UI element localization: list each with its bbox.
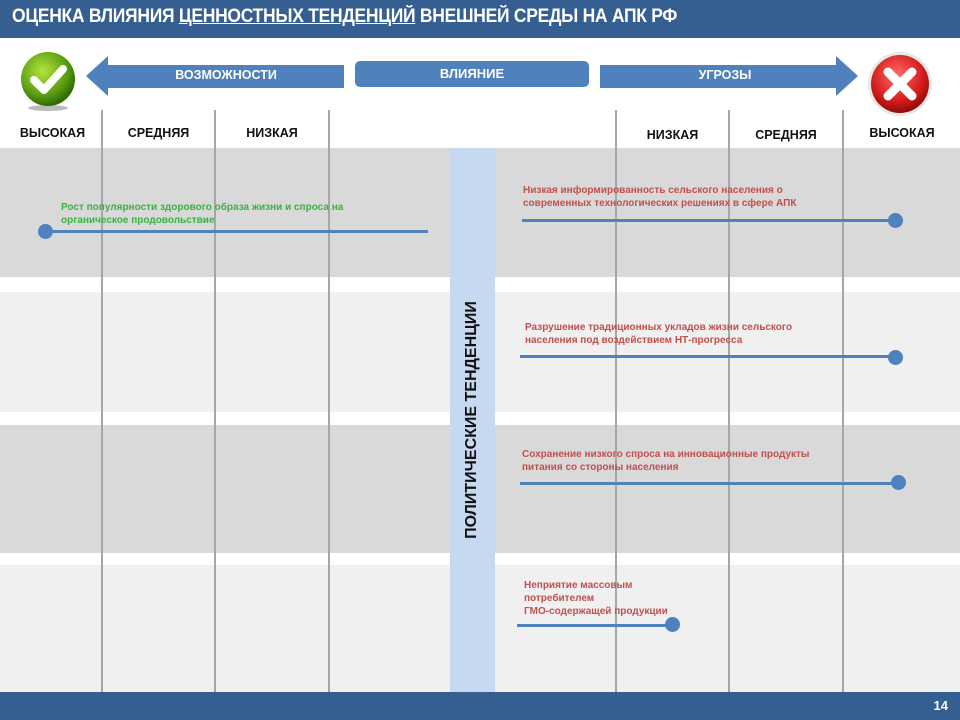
center-category-label: ПОЛИТИЧЕСКИЕ ТЕНДЕНЦИИ	[463, 301, 480, 539]
trend-marker	[888, 350, 903, 365]
cross-icon	[866, 50, 934, 118]
page-number: 14	[933, 698, 948, 713]
col-header-right-high: ВЫСОКАЯ	[869, 126, 935, 140]
trend-text-line: современных технологических решениях в сфере АПК	[523, 198, 797, 209]
grid-line	[842, 110, 844, 692]
opportunities-arrow	[86, 56, 344, 96]
title-part-1: ОЦЕНКА ВЛИЯНИЯ	[12, 6, 179, 27]
col-header-left-high: ВЫСОКАЯ	[19, 126, 86, 140]
grid-line	[328, 110, 330, 692]
trend-bar	[45, 230, 428, 233]
trend-marker	[38, 224, 53, 239]
trend-text-line: питания со стороны населения	[522, 462, 679, 473]
grid-line	[101, 110, 103, 692]
title-underlined: ЦЕННОСТНЫХ ТЕНДЕНЦИЙ	[178, 6, 416, 27]
threats-label: УГРОЗЫ	[698, 68, 752, 82]
trend-label	[523, 184, 796, 210]
trend-text-line: Низкая информированность сельского населения о	[523, 185, 783, 196]
trend-text-line: Сохранение низкого спроса на инновационные продукты	[522, 449, 810, 460]
influence-box	[355, 61, 589, 87]
title-part-2: ВНЕШНЕЙ СРЕДЫ НА АПК РФ	[415, 6, 678, 27]
trend-marker	[888, 213, 903, 228]
col-header-right-medium: СРЕДНЯЯ	[755, 128, 817, 142]
trend-bar	[520, 355, 896, 358]
threats-arrow	[600, 56, 858, 96]
influence-label: ВЛИЯНИЕ	[439, 66, 505, 81]
trend-label	[525, 321, 792, 347]
trend-text-line: Рост популярности здорового образа жизни и спроса на	[61, 202, 344, 213]
trend-label	[522, 448, 809, 474]
trend-label	[61, 201, 343, 227]
col-header-left-medium: СРЕДНЯЯ	[127, 126, 190, 140]
opportunities-label: ВОЗМОЖНОСТИ	[175, 68, 277, 82]
trend-marker	[665, 617, 680, 632]
trend-text-line: органическое продовольствие	[61, 215, 215, 226]
footer-bar	[0, 692, 960, 720]
trend-text-line: Разрушение традиционных укладов жизни сельского	[525, 322, 793, 333]
trend-text-line: населения под воздействием НТ-прогресса	[525, 335, 743, 346]
check-icon	[17, 50, 79, 112]
trend-bar	[522, 219, 896, 222]
page-title	[12, 6, 677, 28]
trend-bar	[517, 624, 673, 627]
grid-line	[214, 110, 216, 692]
trend-marker	[891, 475, 906, 490]
trend-text-line: потребителем	[524, 593, 595, 604]
trend-label	[524, 579, 668, 618]
col-header-left-low: НИЗКАЯ	[246, 126, 298, 140]
trend-text-line: ГМО-содержащей продукции	[524, 606, 668, 617]
col-header-right-low: НИЗКАЯ	[646, 128, 699, 142]
trend-bar	[520, 482, 898, 485]
trend-text-line: Неприятие массовым	[524, 580, 633, 591]
